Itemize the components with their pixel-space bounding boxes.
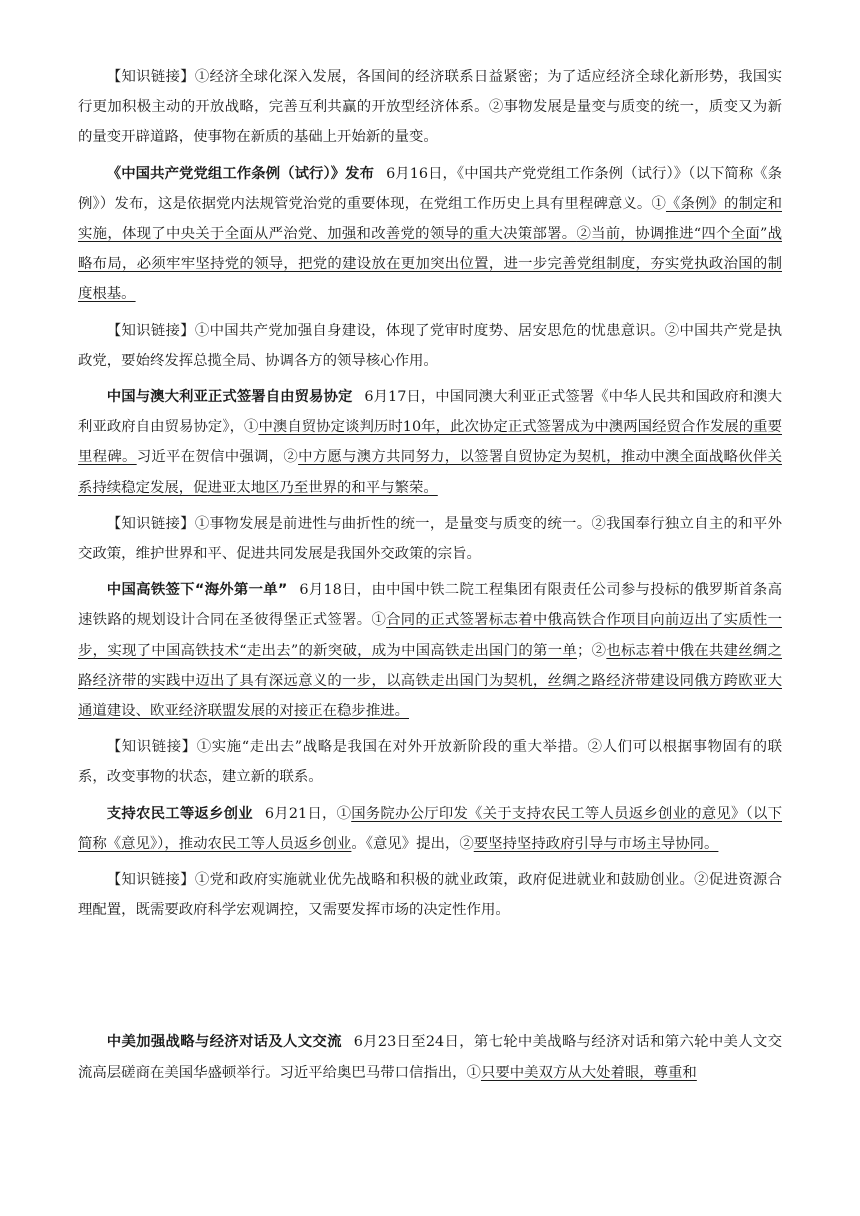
text-segment: 6月16日，《中国共产党党组工作条例（试行）》（以下简称《条例》）发布，这是依据党内法规管党治党的重要体现，在党组工作历史上具有里程碑意义。① xyxy=(78,165,782,212)
underlined-text: 要坚持坚持政府引导与市场主导协同。 xyxy=(473,835,719,852)
news-item-paragraph xyxy=(78,799,782,859)
underlined-text: 也标志着中俄在共建丝绸之路经济带的实践中迈出了具有深远意义的一步，以高铁走出国门为契机，丝绸之路经济带建设同俄方跨欧亚大通道建设、欧亚经济联盟发展的对接正在稳步推进。 xyxy=(78,642,782,720)
text-segment: ；② xyxy=(577,642,607,659)
underlined-text: 国务院办公厅印发《关于支持农民工等人员返乡创业的意见》（以下简称《意见》），推动农民工等人员返乡创业 xyxy=(78,805,782,852)
text-segment: 6月18日，由中国中铁二院工程集团有限责任公司参与投标的俄罗斯首条高速铁路的规划设计合同在圣彼得堡正式签署。① xyxy=(78,582,782,629)
text-segment: 【知识链接】①中国共产党加强自身建设，体现了党审时度势、居安思危的忧患意识。②中国共产党是执政党，要始终发挥总揽全局、协调各方的领导核心作用。 xyxy=(78,322,782,369)
underlined-text: 只要中美双方从大处着眼，尊重和 xyxy=(480,1064,697,1081)
text-segment: 6月23日至24日，第七轮中美战略与经济对话和第六轮中美人文交流高层磋商在美国华盛顿举行。习近平给奥巴马带口信指出，① xyxy=(78,1034,782,1081)
text-segment: 【知识链接】①实施“走出去”战略是我国在对外开放新阶段的重大举措。②人们可以根据事物固有的联系，改变事物的状态，建立新的联系。 xyxy=(78,739,782,786)
blank-space xyxy=(78,931,782,1027)
text-segment: 6月21日，① xyxy=(264,805,352,822)
underlined-text: 合同的正式签署标志着中俄高铁合作项目向前迈出了实质性一步，实现了中国高铁技术“走出去”的新突破，成为中国高铁走出国门的第一单 xyxy=(78,612,782,659)
news-item-paragraph xyxy=(78,1027,782,1087)
knowledge-link-paragraph xyxy=(78,62,782,153)
underlined-text: 中方愿与澳方共同努力，以签署自贸协定为契机，推动中澳全面战略伙伴关系持续稳定发展，促进亚太地区乃至世界的和平与繁荣。 xyxy=(78,449,782,496)
news-heading: 中美加强战略与经济对话及人文交流 xyxy=(106,1034,342,1051)
text-segment: 【知识链接】①经济全球化深入发展，各国间的经济联系日益紧密；为了适应经济全球化新形势，我国实行更加积极主动的开放战略，完善互利共赢的开放型经济体系。②事物发展是量变与质变的统一，质变又为新的量变开辟道路，使事物在新质的基础上开始新的量变。 xyxy=(78,69,782,146)
news-item-paragraph xyxy=(78,575,782,726)
underlined-text: ②当前，协调推进“四个全面”战略布局，必须牢牢坚持党的领导，把党的建设放在更加突出位置，进一步完善党组制度，夯实党执政治国的制度根基。 xyxy=(78,226,782,303)
knowledge-link-paragraph xyxy=(78,316,782,376)
text-segment: 【知识链接】①党和政府实施就业优先战略和积极的就业政策，政府促进就业和鼓励创业。②促进资源合理配置，既需要政府科学宏观调控，又需要发挥市场的决定性作用。 xyxy=(78,872,782,919)
news-item-paragraph xyxy=(78,159,782,310)
news-heading: 中国高铁签下“海外第一单” xyxy=(106,582,288,599)
news-heading: 支持农民工等返乡创业 xyxy=(106,805,253,822)
text-segment: 习近平在贺信中强调，② xyxy=(136,449,299,466)
underlined-text: 中澳自贸协定谈判历时10年，此次协定正式签署成为中澳两国经贸合作发展的重要里程碑。 xyxy=(78,419,782,466)
knowledge-link-paragraph xyxy=(78,509,782,569)
news-heading: 《中国共产党党组工作条例（试行）》发布 xyxy=(106,165,375,182)
news-item-paragraph xyxy=(78,382,782,503)
news-heading: 中国与澳大利亚正式签署自由贸易协定 xyxy=(106,389,353,406)
underlined-text: 《条例》的制定和实施，体现了中央关于全面从严治党、加强和改善党的领导的重大决策部署。 xyxy=(78,195,782,243)
document-page xyxy=(78,62,782,1094)
text-segment: 【知识链接】①事物发展是前进性与曲折性的统一，是量变与质变的统一。②我国奉行独立自主的和平外交政策，维护世界和平、促进共同发展是我国外交政策的宗旨。 xyxy=(78,515,782,563)
knowledge-link-paragraph xyxy=(78,865,782,925)
text-segment: 。《意见》提出，② xyxy=(351,835,474,852)
knowledge-link-paragraph xyxy=(78,732,782,792)
text-segment: 6月17日，中国同澳大利亚正式签署《中华人民共和国政府和澳大利亚政府自由贸易协定》，① xyxy=(78,389,782,436)
